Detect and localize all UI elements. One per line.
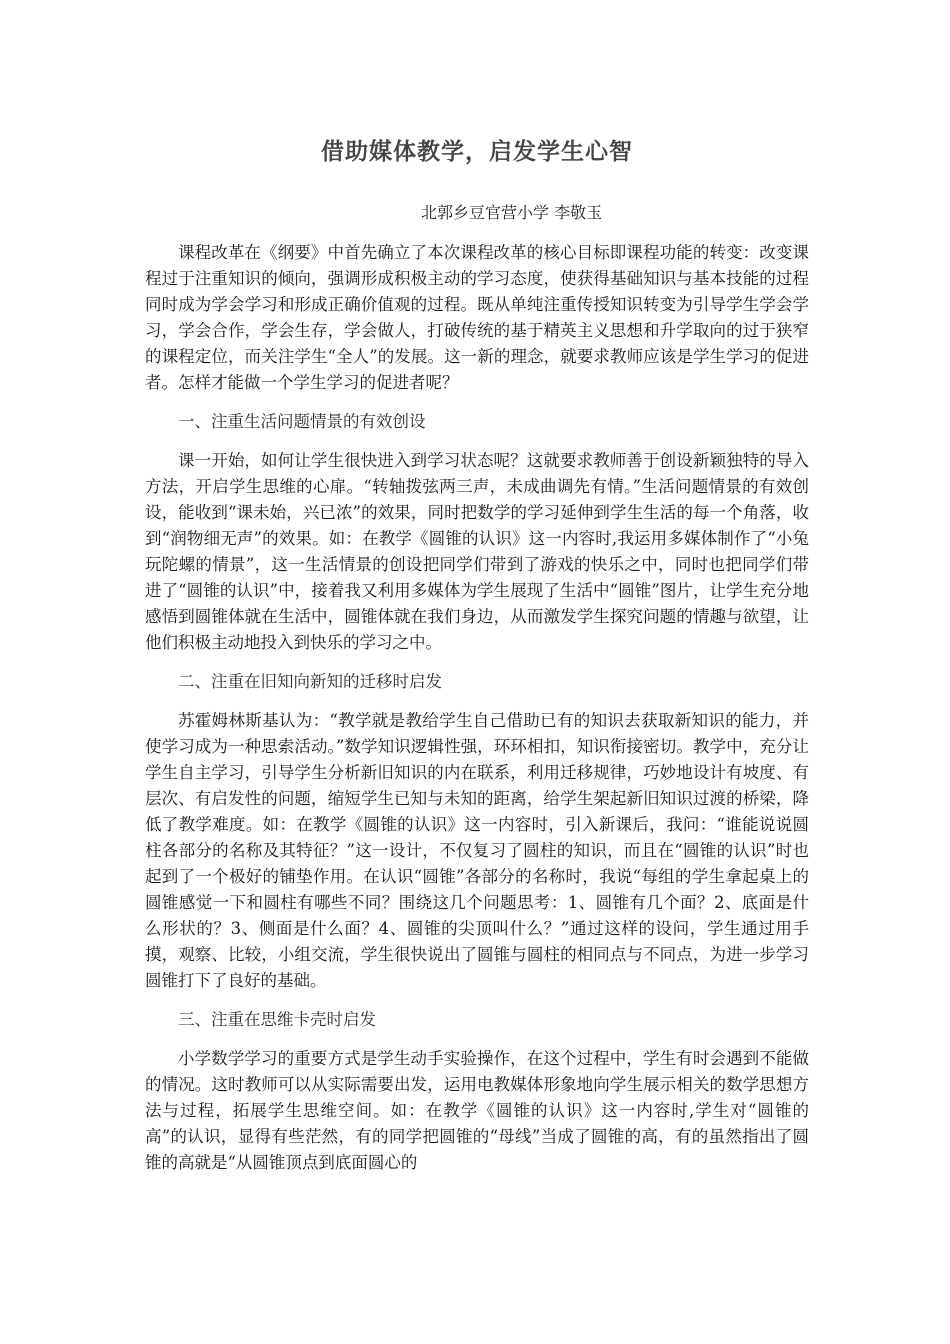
section-heading-2: 二、注重在旧知向新知的迁移时启发 [178, 672, 442, 691]
author-line: 北郭乡豆官营小学 李敬玉 [421, 203, 603, 222]
section-paragraph-1: 课一开始，如何让学生很快进入到学习状态呢？这就要求教师善于创设新颖独特的导入方法，开启学生思维的心扉。“转轴拨弦两三声，未成曲调先有情。”生活问题情景的有效创设，能收到“课未始，兴已浓”的效果，同时把数学的学习延伸到学生生活的每一个角落，收到“润物细无声”的效果。如：在教学《圆锥的认识》这一内容时,我运用多媒体制作了“小兔玩陀螺的情景”，这一生活情景的创设把同学们带到了游戏的快乐之中，同时也把同学们带进了“圆锥的认识”中，接着我又利用多媒体为学生展现了生活中“圆锥”图片，让学生充分地感悟到圆锥体就在生活中，圆锥体就在我们身边，从而激发学生探究问题的情趣与欲望，让他们积极主动地投入到快乐的学习之中。 [145, 451, 809, 652]
intro-paragraph: 课程改革在《纲要》中首先确立了本次课程改革的核心目标即课程功能的转变：改变课程过于注重知识的倾向，强调形成积极主动的学习态度，使获得基础知识与基本技能的过程同时成为学会学习和形成正确价值观的过程。既从单纯注重传授知识转变为引导学生学会学习，学会合作，学会生存，学会做人，打破传统的基于精英主义思想和升学取向的过于狭窄的课程定位，而关注学生“全人”的发展。这一新的理念，就要求教师应该是学生学习的促进者。怎样才能做一个学生学习的促进者呢？ [145, 243, 809, 392]
document-page [145, 0, 809, 1344]
document-title: 借助媒体教学，启发学生心智 [321, 139, 633, 165]
section-paragraph-2: 苏霍姆林斯基认为：“教学就是教给学生自己借助已有的知识去获取新知识的能力，并使学习成为一种思索活动。”数学知识逻辑性强，环环相扣，知识衔接密切。教学中，充分让学生自主学习，引导学生分析新旧知识的内在联系，利用迁移规律，巧妙地设计有坡度、有层次、有启发性的问题，缩短学生已知与未知的距离，给学生架起新旧知识过渡的桥梁，降低了教学难度。如：在教学《圆锥的认识》这一内容时，引入新课后，我问：“谁能说说圆柱各部分的名称及其特征？”这一设计，不仅复习了圆柱的知识，而且在“圆锥的认识”时也起到了一个极好的铺垫作用。在认识“圆锥”各部分的名称时，我说“每组的学生拿起桌上的圆锥感觉一下和圆柱有哪些不同？围绕这几个问题思考：1、圆锥有几个面？2、底面是什么形状的？3、侧面是什么面？4、圆锥的尖顶叫什么？”通过这样的设问，学生通过用手摸，观察、比较，小组交流，学生很快说出了圆锥与圆柱的相同点与不同点，为进一步学习圆锥打下了良好的基础。 [145, 711, 809, 990]
section-heading-1: 一、注重生活问题情景的有效创设 [178, 412, 426, 431]
document-body [145, 240, 809, 1176]
section-heading-3: 三、注重在思维卡壳时启发 [178, 1010, 376, 1029]
section-paragraph-3: 小学数学学习的重要方式是学生动手实验操作，在这个过程中，学生有时会遇到不能做的情况。这时教师可以从实际需要出发，运用电教媒体形象地向学生展示相关的数学思想方法与过程，拓展学生思维空间。如：在教学《圆锥的认识》这一内容时,学生对“圆锥的高”的认识，显得有些茫然，有的同学把圆锥的“母线”当成了圆锥的高，有的虽然指出了圆锥的高就是“从圆锥顶点到底面圆心的 [145, 1049, 809, 1172]
